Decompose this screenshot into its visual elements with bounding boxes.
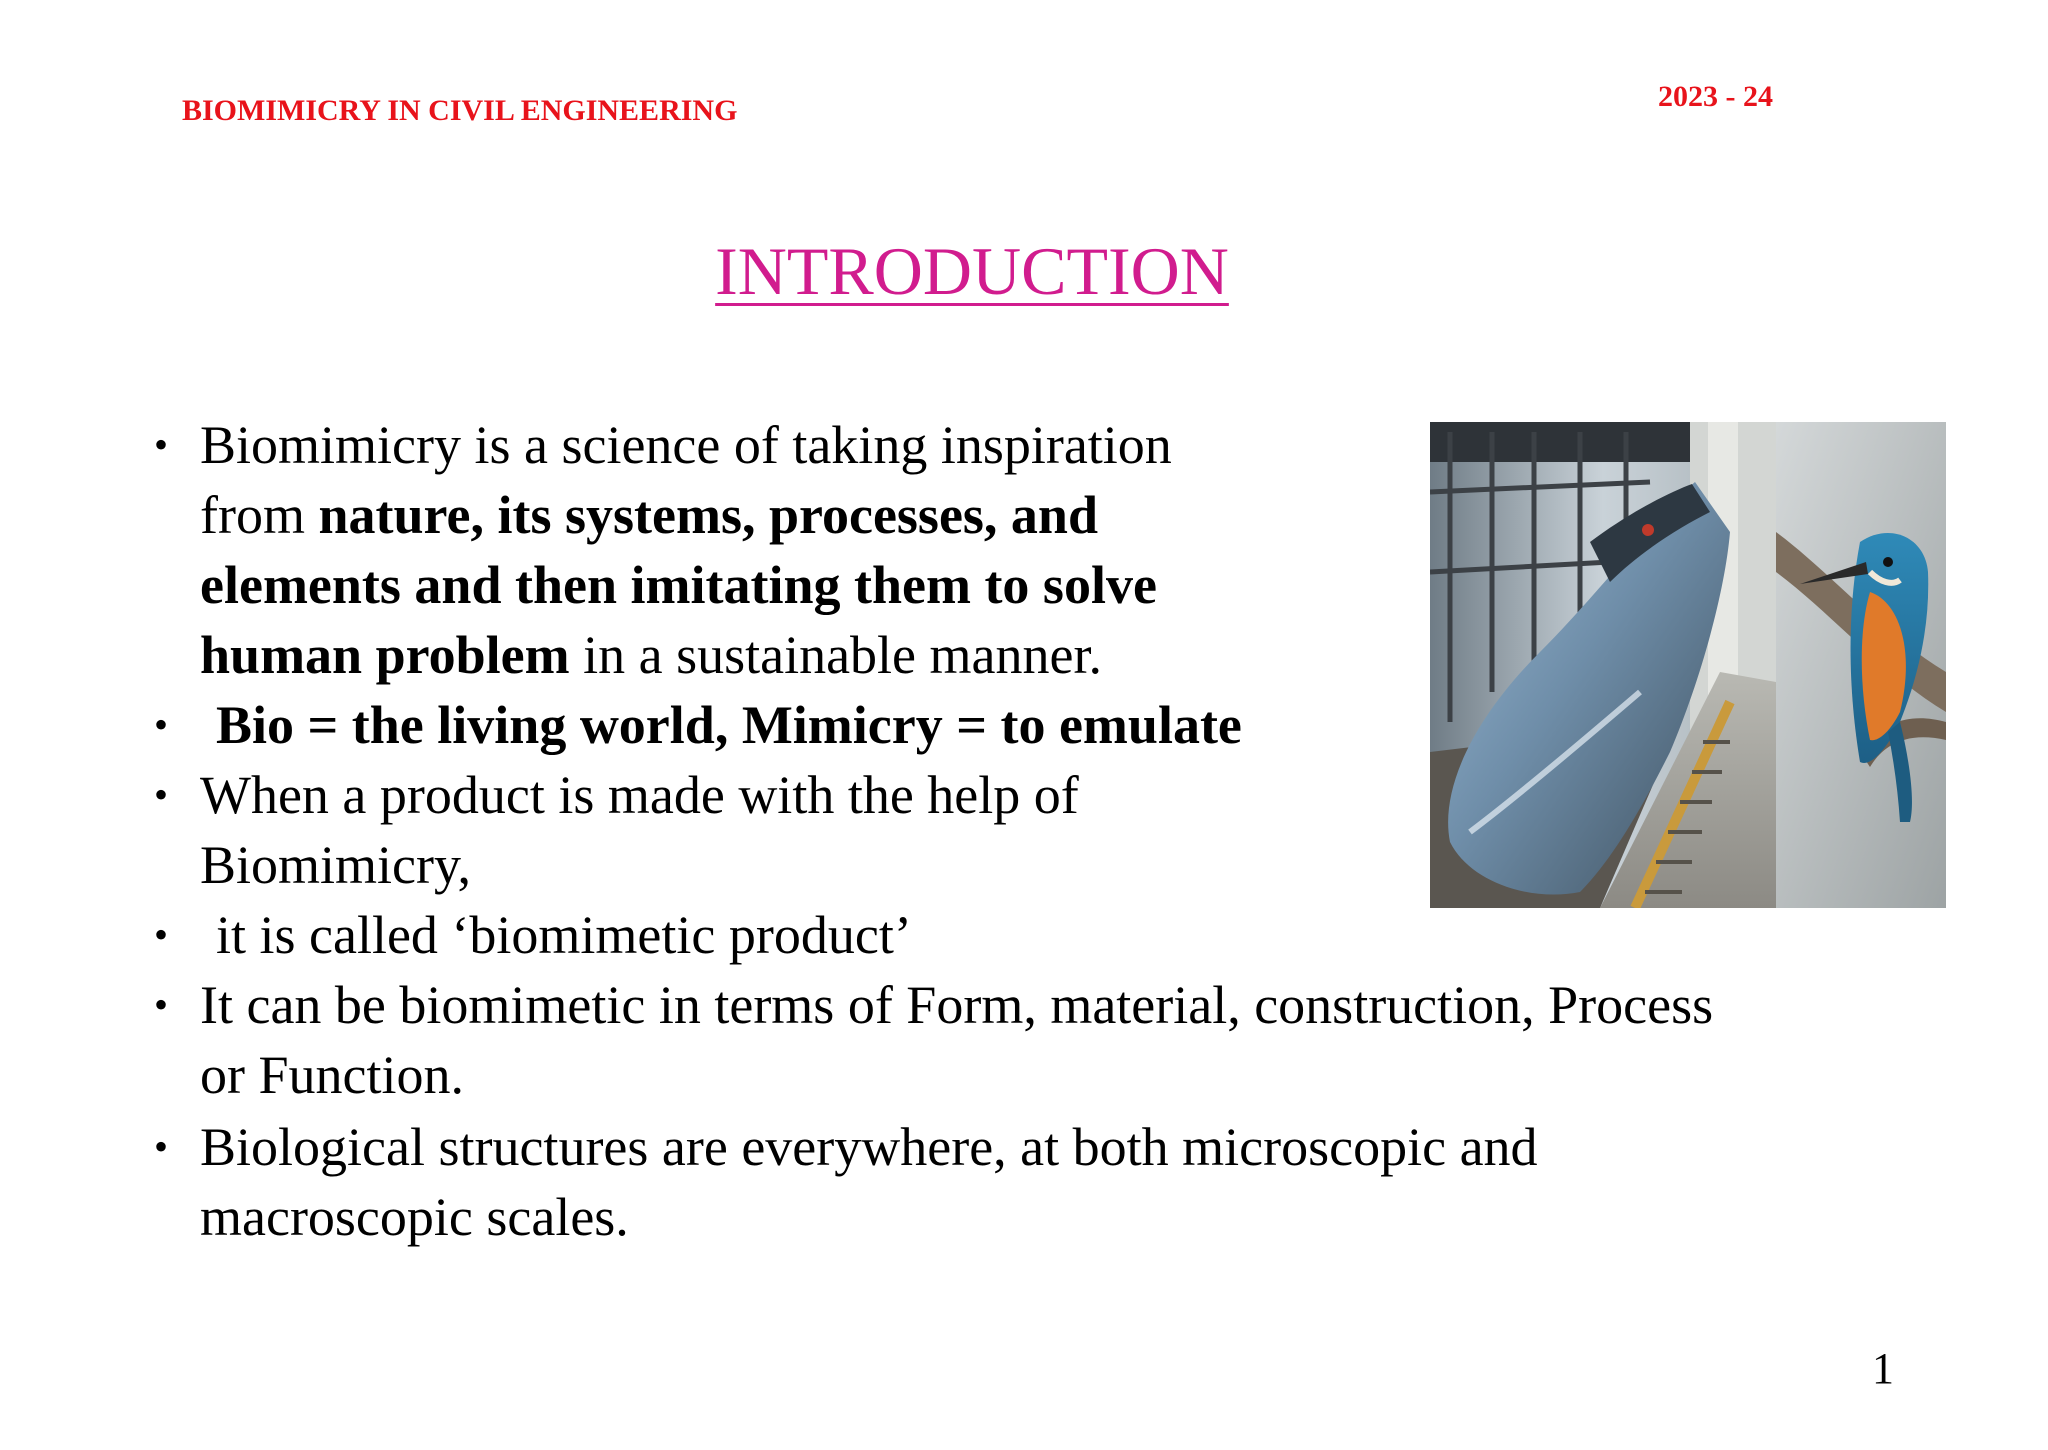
word: are <box>661 1117 728 1177</box>
bold-text: human problem <box>200 625 570 685</box>
bullet-icon: • <box>154 702 169 747</box>
text-span: in a sustainable manner. <box>569 625 1102 685</box>
bullet-item-bio-mimicry <box>154 690 1242 760</box>
bullet-line: It can be biomimetic in terms of Form, material, construction, Process <box>200 975 1714 1035</box>
bullet-line: or Function. <box>200 1045 464 1105</box>
bullet-line: macroscopic scales. <box>200 1187 629 1247</box>
bullet-item-biomimetic-product <box>154 900 912 970</box>
word: and <box>1459 1117 1538 1177</box>
word: everywhere, <box>741 1117 1007 1177</box>
word: microscopic <box>1182 1117 1447 1177</box>
bullet-icon: • <box>154 982 169 1027</box>
bullet-line <box>200 480 1172 550</box>
bullet-line: Biomimicry is a science of taking inspiration <box>200 415 1172 475</box>
bullet-icon: • <box>154 422 169 467</box>
page-title: INTRODUCTION <box>715 233 1229 309</box>
text-span: from <box>200 485 319 545</box>
word: at <box>1020 1117 1060 1177</box>
document-header-title: BIOMIMICRY IN CIVIL ENGINEERING <box>182 94 738 127</box>
word: Biological <box>200 1117 425 1177</box>
word: structures <box>438 1117 649 1177</box>
bullet-item-definition <box>154 410 1172 690</box>
bold-text: nature, its systems, processes, and <box>318 485 1098 545</box>
bullet-line: Biomimicry, <box>200 835 471 895</box>
bullet-line-justified <box>200 1112 1912 1182</box>
bullet-line: elements and then imitating them to solve <box>200 555 1157 615</box>
document-header-year: 2023 - 24 <box>1658 80 1773 113</box>
bullet-train-kingfisher-photo <box>1430 422 1946 908</box>
bullet-line: When a product is made with the help of <box>200 765 1079 825</box>
bullet-item-terms <box>154 970 1714 1110</box>
bullet-item-product <box>154 760 1079 900</box>
bullet-icon: • <box>154 1124 169 1169</box>
word: both <box>1072 1117 1169 1177</box>
bullet-line: it is called ‘biomimetic product’ <box>216 905 912 965</box>
bullet-item-structures <box>154 1112 1912 1252</box>
bullet-icon: • <box>154 912 169 957</box>
bullet-line: Bio = the living world, Mimicry = to emulate <box>216 695 1242 755</box>
bullet-icon: • <box>154 772 169 817</box>
page-number: 1 <box>1872 1344 1894 1393</box>
bullet-line <box>200 620 1172 690</box>
